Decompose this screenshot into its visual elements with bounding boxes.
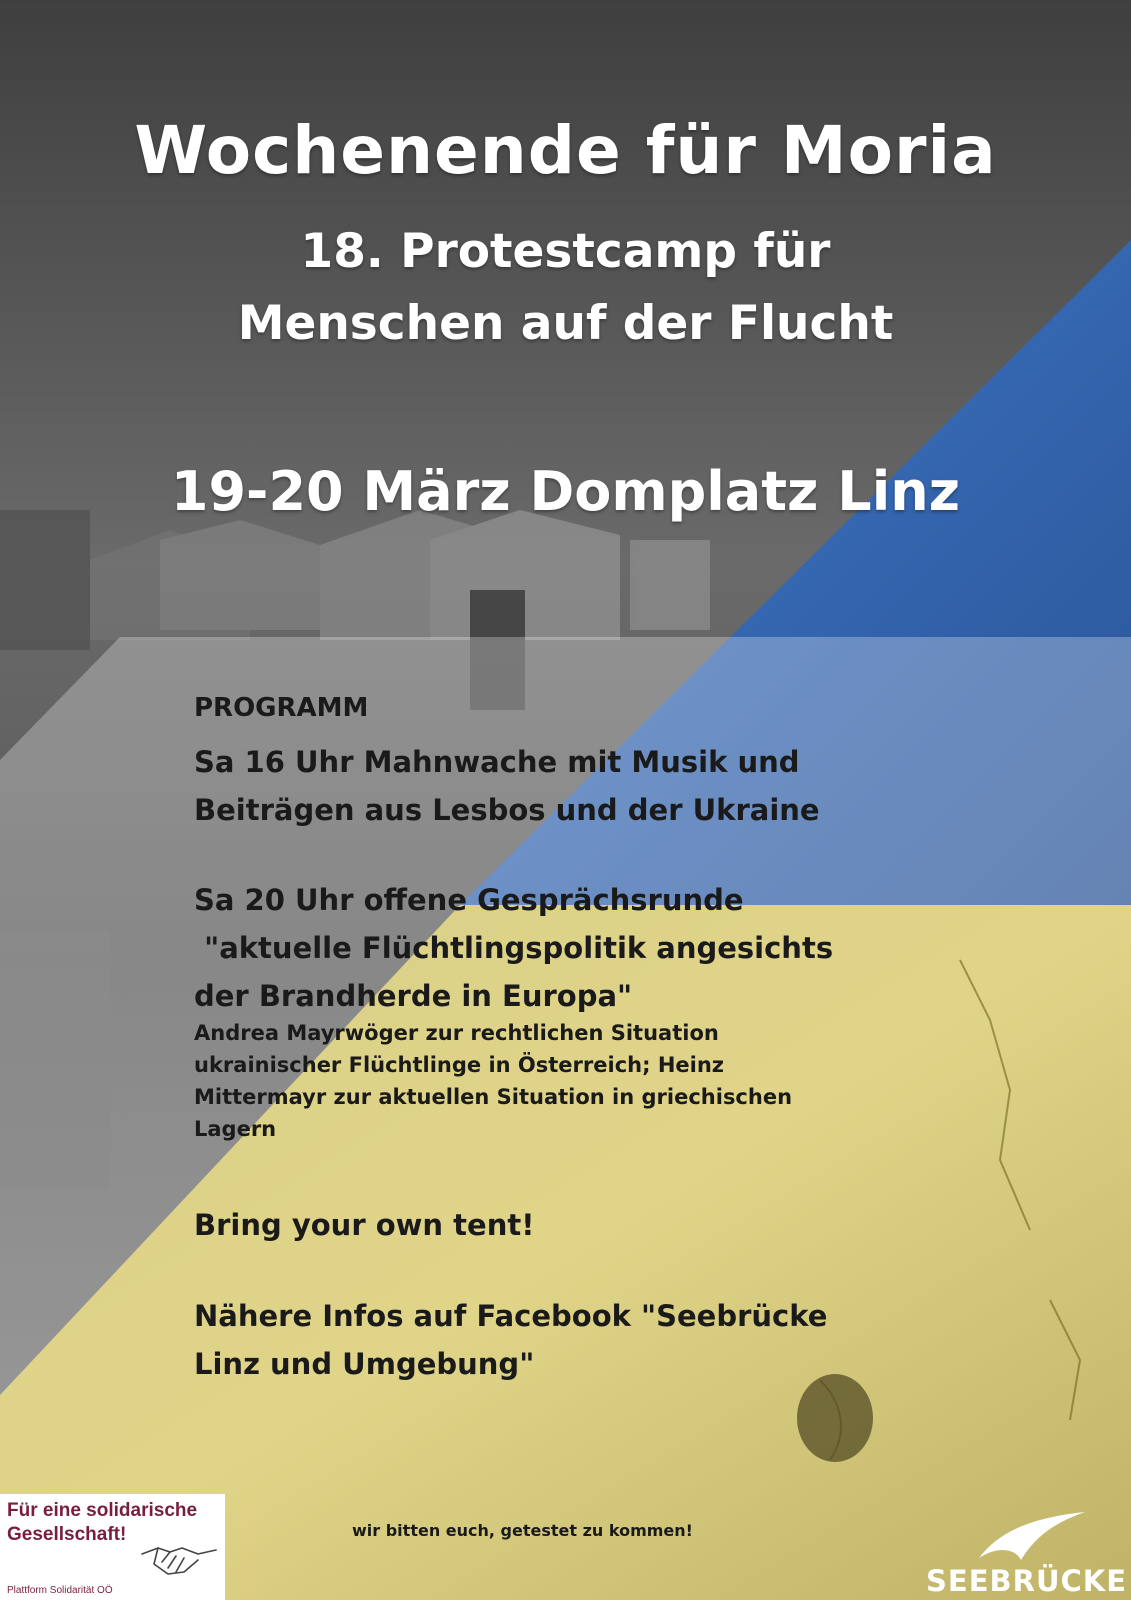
facebook-info-line2: Linz und Umgebung" — [194, 1347, 535, 1381]
program-item-1-line1: Sa 16 Uhr Mahnwache mit Musik und — [194, 745, 800, 779]
date-location: 19-20 März Domplatz Linz — [170, 460, 961, 523]
program-item-1-line2: Beiträgen aus Lesbos und der Ukraine — [194, 793, 820, 827]
program-item-2-line2: "aktuelle Flüchtlingspolitik angesichts — [194, 931, 834, 965]
poster-subtitle-line2: Menschen auf der Flucht — [237, 296, 894, 351]
bring-tent-note: Bring your own tent! — [194, 1208, 535, 1242]
program-heading: PROGRAMM — [194, 693, 369, 723]
speakers-line4: Lagern — [194, 1117, 277, 1141]
handshake-icon — [140, 1534, 218, 1582]
poster-subtitle-line1: 18. Protestcamp für — [300, 224, 831, 279]
logo-slogan-line2: Gesellschaft! — [7, 1524, 127, 1545]
program-item-2-line1: Sa 20 Uhr offene Gesprächsrunde — [194, 883, 744, 917]
solidaritaet-logo — [0, 1494, 225, 1600]
testing-note: wir bitten euch, getestet zu kommen! — [352, 1521, 693, 1540]
speakers-line1: Andrea Mayrwöger zur rechtlichen Situation — [194, 1021, 719, 1045]
seebruecke-wave-icon — [977, 1504, 1087, 1562]
seebruecke-logo — [922, 1504, 1131, 1600]
speakers-line2: ukrainischer Flüchtlinge in Österreich; Heinz — [194, 1053, 725, 1077]
seebruecke-wordmark: SEEBRÜCKE — [926, 1564, 1128, 1598]
program-speakers — [194, 1017, 792, 1145]
facebook-info-line1: Nähere Infos auf Facebook "Seebrücke — [194, 1299, 828, 1333]
speakers-line3: Mittermayr zur aktuellen Situation in griechischen — [194, 1085, 793, 1109]
facebook-info — [194, 1292, 827, 1388]
program-item-2-line3: der Brandherde in Europa" — [194, 979, 633, 1013]
logo-organisation: Plattform Solidarität OÖ — [7, 1585, 113, 1596]
poster-title: Wochenende für Moria — [134, 112, 997, 189]
program-item-1 — [194, 738, 820, 834]
logo-slogan-line1: Für eine solidarische — [7, 1500, 198, 1521]
program-item-2 — [194, 876, 833, 1020]
